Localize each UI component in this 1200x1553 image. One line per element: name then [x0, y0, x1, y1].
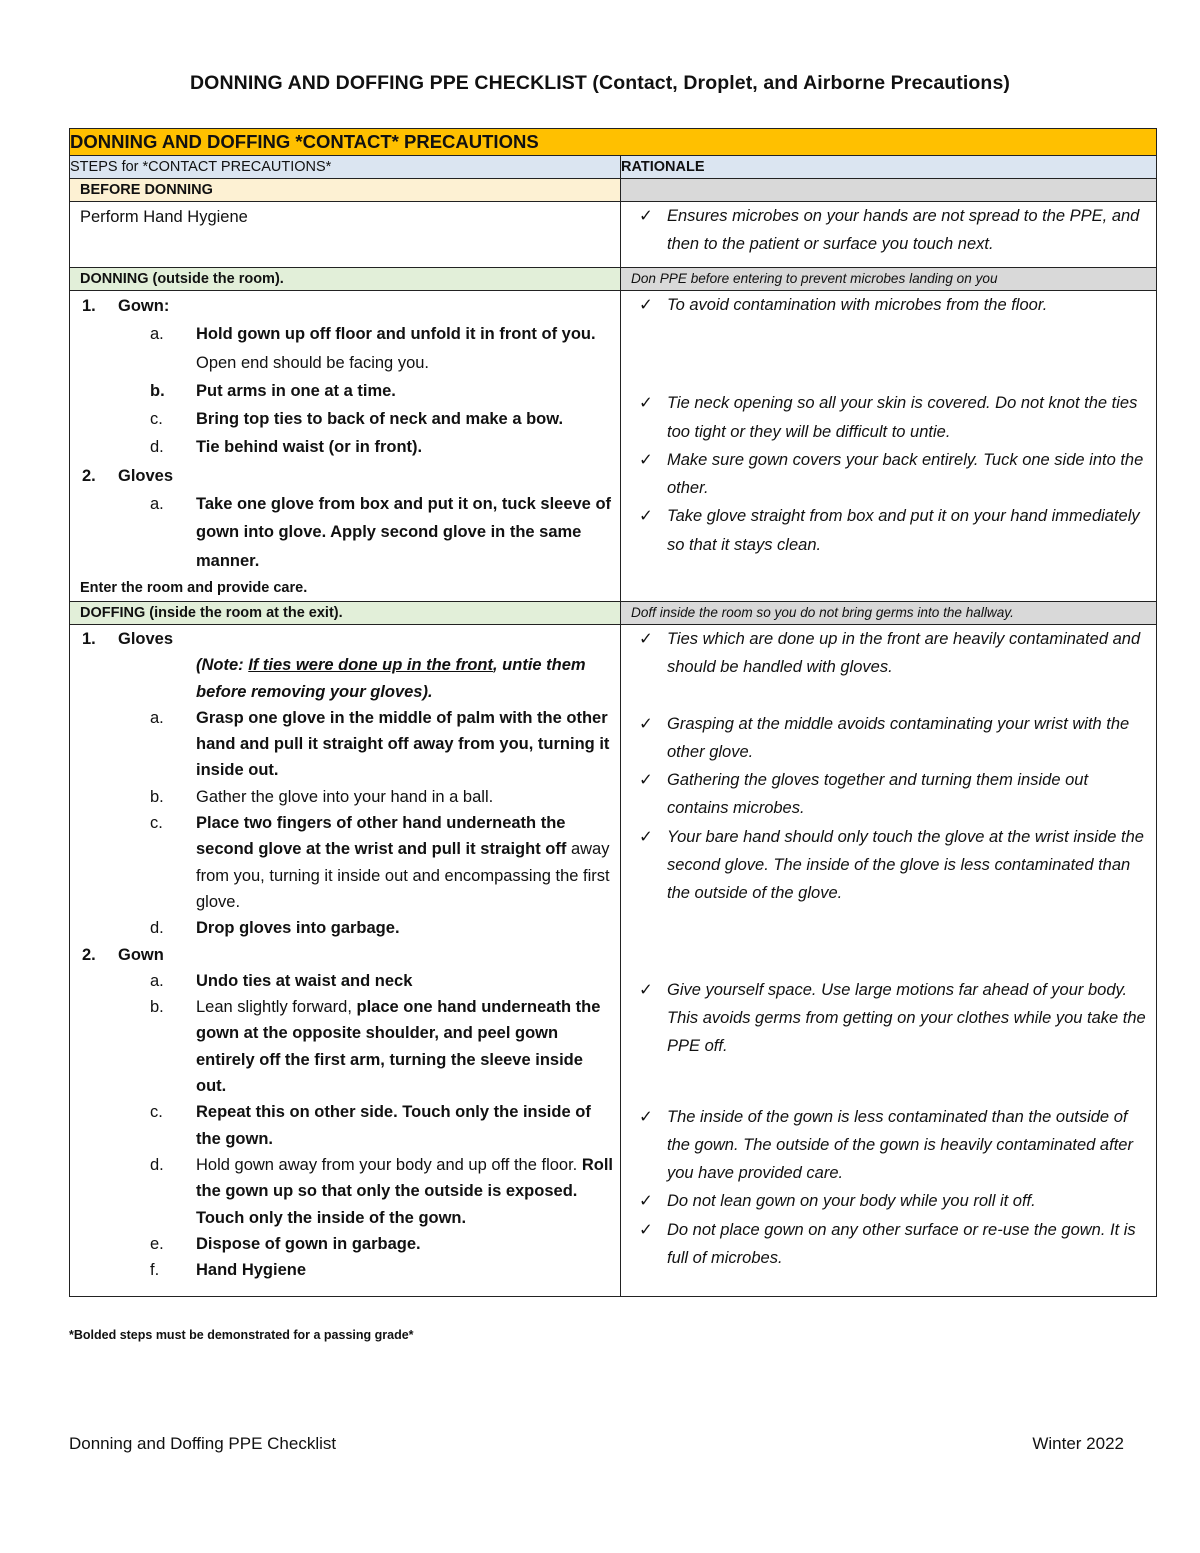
substep: d. Tie behind waist (or in front). [150, 438, 423, 457]
substep: b. Lean slightly forward, place one hand underneath the gown at the opposite shoulder, and peel gown entirely off the first arm, turning the sleeve inside out. [150, 998, 601, 1096]
checkmark-icon: ✓ [639, 771, 653, 790]
substep: e. Dispose of gown in garbage. [150, 1234, 421, 1253]
step-gown: 1. Gown: [82, 297, 170, 315]
checkmark-icon: ✓ [639, 207, 653, 225]
doffing-section-label: DOFFING (inside the room at the exit). [70, 601, 621, 624]
substep: a. Undo ties at waist and neck [150, 971, 413, 990]
rationale-item: ✓ Tie neck opening so all your skin is covered. Do not knot the ties too tight or they will be difficult to untie. [631, 389, 1146, 446]
substep: c. Bring top ties to back of neck and make a bow. [150, 410, 564, 429]
substep: c. Repeat this on other side. Touch only the inside of the gown. [150, 1103, 591, 1148]
hand-hygiene-row [70, 202, 1157, 268]
rationale-item: ✓ Take glove straight from box and put it on your hand immediately so that it stays clean. [631, 502, 1146, 559]
passing-grade-footnote: *Bolded steps must be demonstrated for a passing grade* [69, 1328, 414, 1342]
checkmark-icon: ✓ [639, 980, 653, 999]
footer-document-name: Donning and Doffing PPE Checklist [69, 1434, 337, 1453]
doffing-section-note: Doff inside the room so you do not bring germs into the hallway. [621, 601, 1157, 624]
checkmark-icon: ✓ [639, 714, 653, 733]
substep: b. Gather the glove into your hand in a ball. [150, 787, 494, 806]
checkmark-icon: ✓ [639, 394, 653, 413]
before-donning-blank [621, 179, 1157, 202]
doffing-content-row [70, 624, 1157, 1296]
column-header-row [70, 156, 1157, 179]
donning-rationale [621, 291, 1157, 602]
checkmark-icon: ✓ [639, 827, 653, 846]
contact-precautions-table [69, 128, 1157, 1297]
substep: c. Place two fingers of other hand underneath the second glove at the wrist and pull it straight off away from you, turning it inside out and encompassing the first glove. [150, 814, 610, 911]
substep: a. Grasp one glove in the middle of palm with the other hand and pull it straight off away from you, turning it inside out. [150, 708, 610, 780]
rationale-item: ✓ Ties which are done up in the front are heavily contaminated and should be handled with gloves. [631, 625, 1146, 682]
rationale-item: ✓ Grasping at the middle avoids contaminating your wrist with the other glove. [631, 710, 1146, 767]
doffing-rationale [621, 624, 1157, 1296]
document-title: DONNING AND DOFFING PPE CHECKLIST (Contact, Droplet, and Airborne Precautions) [190, 72, 1010, 94]
rationale-item: ✓ Make sure gown covers your back entirely. Tuck one side into the other. [631, 446, 1146, 503]
donning-content-row [70, 291, 1157, 602]
doffing-section-row [70, 601, 1157, 624]
substep: d. Drop gloves into garbage. [150, 919, 400, 938]
rationale-item: ✓ Gathering the gloves together and turning them inside out contains microbes. [631, 766, 1146, 823]
checkmark-icon: ✓ [639, 1107, 653, 1126]
rationale-item: ✓ Do not lean gown on your body while you roll it off. [631, 1187, 1146, 1215]
donning-steps [70, 291, 621, 602]
rationale-item: ✓ Your bare hand should only touch the glove at the wrist inside the second glove. The inside of the glove is less contaminated than the outside of the glove. [631, 823, 1146, 908]
substep: a. Hold gown up off floor and unfold it in front of you. Open end should be facing you. [150, 325, 596, 372]
substep: b. Put arms in one at a time. [150, 381, 396, 400]
checkmark-icon: ✓ [639, 507, 653, 526]
donning-section-label: DONNING (outside the room). [70, 268, 621, 291]
rationale-item: ✓ To avoid contamination with microbes from the floor. [631, 291, 1146, 319]
rationale-item: ✓ Ensures microbes on your hands are not spread to the PPE, and then to the patient or surface you touch next. [631, 202, 1146, 259]
hand-hygiene-step: Perform Hand Hygiene [70, 202, 621, 268]
table-header-row [70, 129, 1157, 156]
substep: d. Hold gown away from your body and up off the floor. Roll the gown up so that only the outside is exposed. Touch only the inside of the gown. [150, 1155, 614, 1227]
rationale-item: ✓ Give yourself space. Use large motions far ahead of your body. This avoids germs from getting on your clothes while you take the PPE off. [631, 976, 1146, 1061]
rationale-item: ✓ Do not place gown on any other surface or re-use the gown. It is full of microbes. [631, 1216, 1146, 1273]
rationale-item: ✓ The inside of the gown is less contaminated than the outside of the gown. The outside of the gown is heavily contaminated after you have provided care. [631, 1103, 1146, 1188]
before-donning-row [70, 179, 1157, 202]
substep: a. Take one glove from box and put it on, tuck sleeve of gown into glove. Apply second glove in the same manner. [150, 495, 612, 570]
checkmark-icon: ✓ [639, 1192, 653, 1211]
table-header: DONNING AND DOFFING *CONTACT* PRECAUTIONS [70, 129, 1157, 156]
enter-room-text: Enter the room and provide care. [80, 579, 308, 596]
checkmark-icon: ✓ [639, 450, 653, 469]
donning-section-row [70, 268, 1157, 291]
doffing-steps [70, 624, 621, 1296]
step-gown: 2. Gown [82, 945, 164, 964]
step-gloves: 1. Gloves [82, 629, 174, 648]
checkmark-icon: ✓ [639, 1220, 653, 1239]
step-gloves: 2. Gloves [82, 466, 174, 485]
checkmark-icon: ✓ [639, 296, 653, 314]
checkmark-icon: ✓ [639, 629, 653, 648]
footer-term: Winter 2022 [1032, 1434, 1124, 1453]
before-donning-label: BEFORE DONNING [70, 179, 621, 202]
ties-note: (Note: If ties were done up in the front, untie them before removing your gloves). [196, 656, 586, 701]
donning-section-note: Don PPE before entering to prevent microbes landing on you [621, 268, 1157, 291]
substep: f. Hand Hygiene [150, 1261, 307, 1280]
rationale-column-header: RATIONALE [621, 156, 1157, 179]
steps-column-header: STEPS for *CONTACT PRECAUTIONS* [70, 156, 621, 179]
hand-hygiene-rationale [621, 202, 1157, 268]
